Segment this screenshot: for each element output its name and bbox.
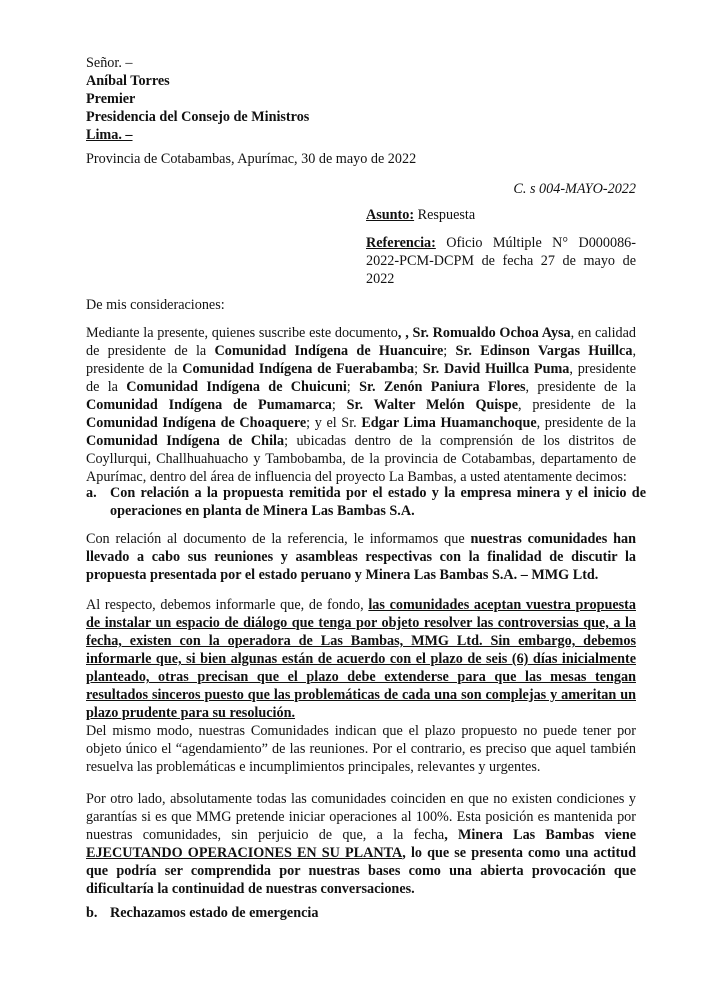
- intro-text: , presidente de la: [536, 415, 636, 431]
- subject-label: Asunto:: [366, 207, 415, 223]
- intro-text: , presidente de la: [518, 397, 637, 413]
- recipient-role: Premier: [86, 91, 136, 107]
- president-name: Sr. Walter Melón Quispe: [346, 397, 519, 413]
- intro-text: ,: [397, 325, 406, 341]
- section-b-heading: [86, 904, 646, 922]
- intro-text: ;: [331, 397, 347, 413]
- recipient-city: Lima. –: [86, 127, 133, 143]
- paragraph-agenda: Del mismo modo, nuestras Comunidades indican que el plazo propuesto no puede tener por objeto único el “agendamiento” de las reuniones. Por el contrario, es preciso que aquel también resuelva las problemáticas e incumplimientos principales, relevantes y urgentes.: [86, 723, 636, 775]
- intro-text: ; y el Sr.: [306, 415, 362, 431]
- section-a-title: Con relación a la propuesta remitida por el estado y la empresa minera y el inicio de operaciones en planta de Minera Las Bambas S.A.: [110, 485, 646, 519]
- intro-text: ;: [414, 361, 423, 377]
- community-name: Comunidad Indígena de Fuerabamba: [182, 361, 415, 377]
- salutation: Señor. –: [86, 55, 133, 71]
- intro-paragraph: [86, 324, 636, 486]
- subject-text: Respuesta: [414, 207, 476, 223]
- paragraph-bold-text: , lo que se presenta como una actitud que podría ser comprendida por nuestras bases como una abierta provocación que dificultaría la continuidad de nuestras conversaciones.: [86, 845, 636, 897]
- section-a-marker: a.: [86, 485, 97, 501]
- community-name: Comunidad Indígena de Chila: [86, 433, 285, 449]
- intro-text: ; ubicadas dentro de la comprensión de los distritos de Coyllurqui, Challhuahuacho y Tambobamba, de la provincia de Cotabambas, departamento de Apurímac, dentro del área de influencia del proyecto La Bambas, a usted atentamente decimos:: [86, 433, 636, 485]
- paragraph-bold-text: , Minera Las Bambas viene: [444, 827, 637, 843]
- president-name: , Sr. Romualdo Ochoa Aysa: [405, 325, 571, 341]
- intro-text: , en calidad de presidente de la: [86, 325, 637, 359]
- president-name: Sr. Zenón Paniura Flores: [359, 379, 526, 395]
- community-name: Comunidad Indígena de Chuicuni: [126, 379, 347, 395]
- greeting: De mis consideraciones:: [86, 297, 225, 313]
- paragraph-text: Al respecto, debemos informarle que, de fondo,: [86, 597, 369, 613]
- section-a-heading: [86, 484, 646, 520]
- place-date: Provincia de Cotabambas, Apurímac, 30 de mayo de 2022: [86, 151, 417, 167]
- recipient-office: Presidencia del Consejo de Ministros: [86, 109, 310, 125]
- recipient-name: Aníbal Torres: [86, 73, 170, 89]
- intro-text: , presidente de la: [86, 343, 636, 377]
- paragraph-communities-meetings: [86, 530, 636, 584]
- intro-text: Mediante la presente, quienes suscribe este documento: [86, 325, 398, 341]
- intro-text: ;: [443, 343, 456, 359]
- paragraph-operations: [86, 790, 636, 898]
- document-code: C. s 004-MAYO-2022: [513, 181, 636, 197]
- reference-text: Oficio Múltiple N° D000086-2022-PCM-DCPM de fecha 27 de mayo de 2022: [366, 235, 636, 287]
- subject: [366, 206, 475, 224]
- paragraph-bold-text: nuestras comunidades han llevado a cabo sus reuniones y asambleas respectivas con la finalidad de discutir la propuesta presentada por el estado peruano y Minera Las Bambas S.A. – MMG Ltd.: [86, 531, 636, 583]
- community-name: Comunidad Indígena de Choaquere: [86, 415, 307, 431]
- president-name: Sr. David Huillca Puma: [422, 361, 570, 377]
- section-b-title: Rechazamos estado de emergencia: [110, 905, 319, 921]
- section-b-marker: b.: [86, 905, 98, 921]
- paragraph-dialogue-proposal: [86, 596, 636, 722]
- paragraph-bold-underlined-text: las comunidades aceptan vuestra propuesta de instalar un espacio de diálogo que tenga por objeto resolver las controversias que, a la fecha, existen con la operadora de Las Bambas, MMG Ltd. Sin embargo, debemos informarle que, si bien algunas están de acuerdo con el plazo de seis (6) días inicialmente planteado, otras precisan que el plazo debe extenderse para que las mesas tengan resultados sinceros puesto que las problemáticas de cada una son complejas y ameritan un plazo prudente para su resolución.: [86, 597, 636, 721]
- community-name: Comunidad Indígena de Huancuire: [214, 343, 444, 359]
- intro-text: , presidente de la: [525, 379, 636, 395]
- community-name: Comunidad Indígena de Pumamarca: [86, 397, 332, 413]
- paragraph-bold-underlined-text: EJECUTANDO OPERACIONES EN SU PLANTA: [86, 845, 403, 861]
- president-name: Edgar Lima Huamanchoque: [361, 415, 537, 431]
- reference-label: Referencia:: [366, 235, 436, 251]
- paragraph-text: Con relación al documento de la referencia, le informamos que: [86, 531, 471, 547]
- intro-text: , presidente de la: [86, 361, 636, 395]
- president-name: Sr. Edinson Vargas Huillca: [455, 343, 633, 359]
- paragraph-text: Por otro lado, absolutamente todas las comunidades coinciden en que no existen condiciones y garantías si es que MMG pretende iniciar operaciones al 100%. Esta posición es mantenida por nuestras comunidades, sin perjuicio de que, a la fecha: [86, 791, 636, 843]
- reference: [366, 234, 636, 288]
- intro-text: ;: [346, 379, 360, 395]
